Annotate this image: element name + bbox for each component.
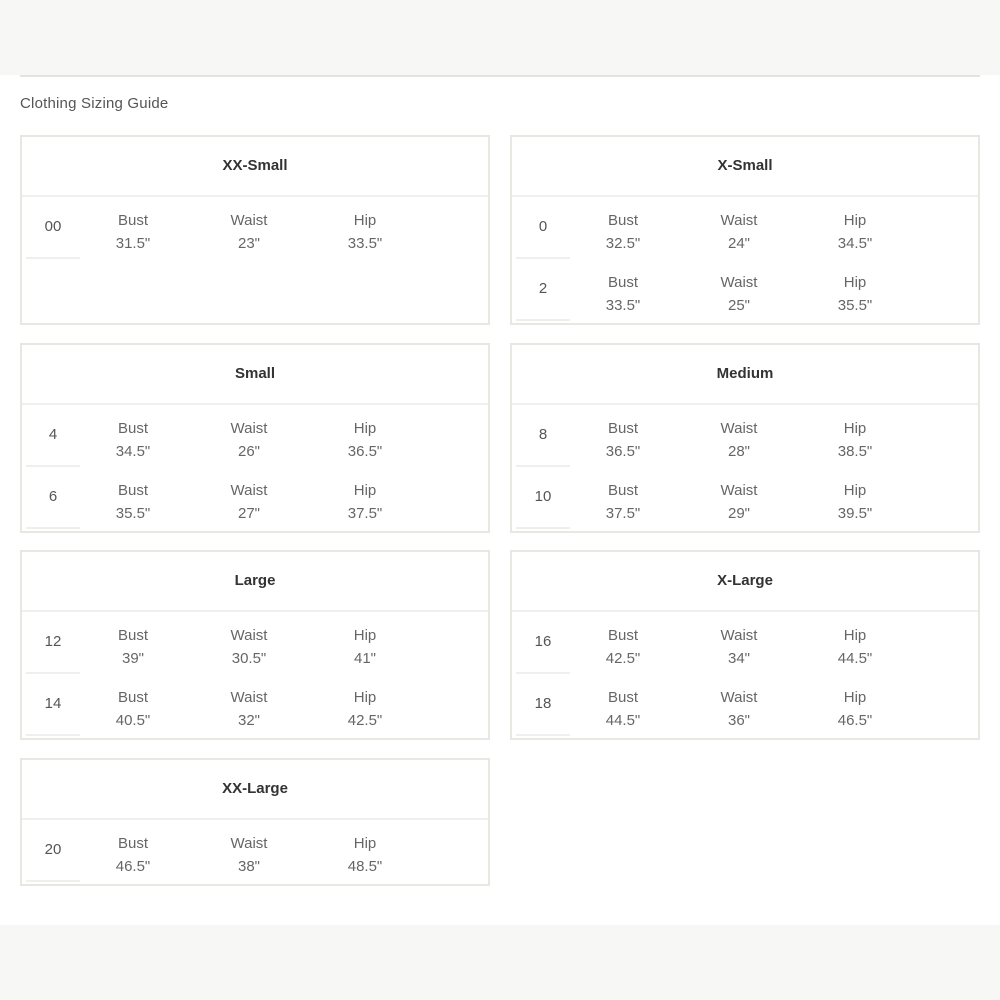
- hip-measurement: [320, 209, 410, 255]
- hip-measurement: [320, 479, 410, 525]
- page-title: Clothing Sizing Guide: [20, 95, 169, 112]
- hip-label: Hip: [843, 482, 867, 499]
- waist-measurement: [694, 271, 784, 317]
- waist-value: 25": [727, 297, 750, 314]
- size-number: 0: [516, 197, 570, 259]
- bust-value: 37.5": [605, 505, 641, 522]
- size-card: [20, 758, 490, 886]
- hip-label: Hip: [843, 212, 867, 229]
- bust-label: Bust: [607, 274, 638, 291]
- waist-label: Waist: [230, 689, 268, 706]
- hip-label: Hip: [353, 627, 377, 644]
- size-number: 16: [516, 612, 570, 674]
- bust-value: 44.5": [605, 712, 641, 729]
- size-number: 8: [516, 405, 570, 467]
- bust-label: Bust: [117, 420, 148, 437]
- size-card-title: XX-Small: [22, 137, 488, 197]
- size-card-title: X-Large: [512, 552, 978, 612]
- waist-label: Waist: [720, 274, 758, 291]
- bust-measurement: [88, 417, 178, 463]
- waist-value: 29": [727, 505, 750, 522]
- bust-measurement: [578, 209, 668, 255]
- size-number: 2: [516, 259, 570, 321]
- size-row: [22, 467, 488, 529]
- waist-measurement: [694, 479, 784, 525]
- hip-measurement: [320, 417, 410, 463]
- size-number: 00: [26, 197, 80, 259]
- size-row: [512, 259, 978, 321]
- waist-measurement: [204, 832, 294, 878]
- waist-label: Waist: [720, 689, 758, 706]
- bust-measurement: [578, 686, 668, 732]
- bust-value: 32.5": [605, 235, 641, 252]
- top-divider: [20, 75, 980, 77]
- hip-label: Hip: [843, 420, 867, 437]
- bust-value: 39": [121, 650, 144, 667]
- size-number: 4: [26, 405, 80, 467]
- waist-measurement: [204, 479, 294, 525]
- waist-measurement: [694, 686, 784, 732]
- bust-value: 36.5": [605, 443, 641, 460]
- hip-measurement: [810, 686, 900, 732]
- waist-measurement: [694, 209, 784, 255]
- size-row: [512, 405, 978, 467]
- waist-label: Waist: [720, 212, 758, 229]
- size-card: [20, 343, 490, 533]
- waist-label: Waist: [230, 627, 268, 644]
- waist-label: Waist: [720, 482, 758, 499]
- waist-label: Waist: [230, 212, 268, 229]
- bust-measurement: [578, 479, 668, 525]
- waist-measurement: [694, 624, 784, 670]
- waist-value: 26": [237, 443, 260, 460]
- hip-measurement: [810, 417, 900, 463]
- waist-measurement: [204, 686, 294, 732]
- bust-value: 34.5": [115, 443, 151, 460]
- bust-label: Bust: [607, 420, 638, 437]
- waist-measurement: [204, 209, 294, 255]
- hip-measurement: [810, 271, 900, 317]
- size-card: [510, 550, 980, 740]
- hip-measurement: [810, 624, 900, 670]
- bust-measurement: [578, 271, 668, 317]
- hip-measurement: [320, 624, 410, 670]
- size-row: [512, 467, 978, 529]
- hip-label: Hip: [353, 482, 377, 499]
- size-number: 10: [516, 467, 570, 529]
- hip-value: 33.5": [347, 235, 383, 252]
- bust-label: Bust: [607, 212, 638, 229]
- bust-measurement: [88, 624, 178, 670]
- hip-label: Hip: [843, 274, 867, 291]
- size-row: [512, 674, 978, 736]
- waist-value: 34": [727, 650, 750, 667]
- bust-value: 46.5": [115, 858, 151, 875]
- waist-label: Waist: [230, 420, 268, 437]
- size-card: [20, 550, 490, 740]
- size-card-title: Medium: [512, 345, 978, 405]
- hip-value: 44.5": [837, 650, 873, 667]
- size-card-title: X-Small: [512, 137, 978, 197]
- bust-value: 31.5": [115, 235, 151, 252]
- hip-label: Hip: [843, 689, 867, 706]
- hip-value: 37.5": [347, 505, 383, 522]
- waist-label: Waist: [230, 835, 268, 852]
- size-card: [20, 135, 490, 325]
- waist-label: Waist: [720, 627, 758, 644]
- size-row: [22, 405, 488, 467]
- bust-measurement: [88, 832, 178, 878]
- bust-measurement: [88, 686, 178, 732]
- hip-label: Hip: [353, 420, 377, 437]
- bust-value: 42.5": [605, 650, 641, 667]
- bust-label: Bust: [117, 627, 148, 644]
- waist-value: 38": [237, 858, 260, 875]
- hip-value: 41": [353, 650, 376, 667]
- size-row: [22, 820, 488, 882]
- size-card-title: Large: [22, 552, 488, 612]
- size-number: 20: [26, 820, 80, 882]
- hip-label: Hip: [843, 627, 867, 644]
- waist-value: 28": [727, 443, 750, 460]
- bust-label: Bust: [117, 689, 148, 706]
- bust-label: Bust: [117, 212, 148, 229]
- waist-measurement: [694, 417, 784, 463]
- hip-label: Hip: [353, 689, 377, 706]
- bust-label: Bust: [117, 835, 148, 852]
- bust-value: 35.5": [115, 505, 151, 522]
- hip-label: Hip: [353, 835, 377, 852]
- size-row: [22, 674, 488, 736]
- bust-label: Bust: [117, 482, 148, 499]
- hip-measurement: [810, 479, 900, 525]
- bust-measurement: [578, 624, 668, 670]
- waist-value: 32": [237, 712, 260, 729]
- hip-value: 34.5": [837, 235, 873, 252]
- hip-value: 46.5": [837, 712, 873, 729]
- size-card-title: XX-Large: [22, 760, 488, 820]
- bust-label: Bust: [607, 482, 638, 499]
- waist-measurement: [204, 624, 294, 670]
- sizing-guide-page: [0, 75, 1000, 925]
- size-number: 18: [516, 674, 570, 736]
- hip-value: 39.5": [837, 505, 873, 522]
- size-row: [22, 612, 488, 674]
- waist-value: 24": [727, 235, 750, 252]
- hip-measurement: [320, 832, 410, 878]
- hip-measurement: [320, 686, 410, 732]
- size-row: [22, 197, 488, 259]
- bust-measurement: [578, 417, 668, 463]
- size-number: 6: [26, 467, 80, 529]
- size-card-title: Small: [22, 345, 488, 405]
- size-number: 12: [26, 612, 80, 674]
- size-row: [512, 612, 978, 674]
- waist-label: Waist: [720, 420, 758, 437]
- hip-value: 38.5": [837, 443, 873, 460]
- size-number: 14: [26, 674, 80, 736]
- hip-value: 35.5": [837, 297, 873, 314]
- hip-measurement: [810, 209, 900, 255]
- size-card: [510, 135, 980, 325]
- waist-value: 27": [237, 505, 260, 522]
- hip-label: Hip: [353, 212, 377, 229]
- bust-measurement: [88, 479, 178, 525]
- size-row: [512, 197, 978, 259]
- bust-measurement: [88, 209, 178, 255]
- size-card: [510, 343, 980, 533]
- bust-value: 33.5": [605, 297, 641, 314]
- hip-value: 36.5": [347, 443, 383, 460]
- hip-value: 42.5": [347, 712, 383, 729]
- bust-label: Bust: [607, 689, 638, 706]
- bust-value: 40.5": [115, 712, 151, 729]
- bust-label: Bust: [607, 627, 638, 644]
- waist-value: 36": [727, 712, 750, 729]
- waist-measurement: [204, 417, 294, 463]
- hip-value: 48.5": [347, 858, 383, 875]
- waist-value: 23": [237, 235, 260, 252]
- waist-label: Waist: [230, 482, 268, 499]
- waist-value: 30.5": [231, 650, 267, 667]
